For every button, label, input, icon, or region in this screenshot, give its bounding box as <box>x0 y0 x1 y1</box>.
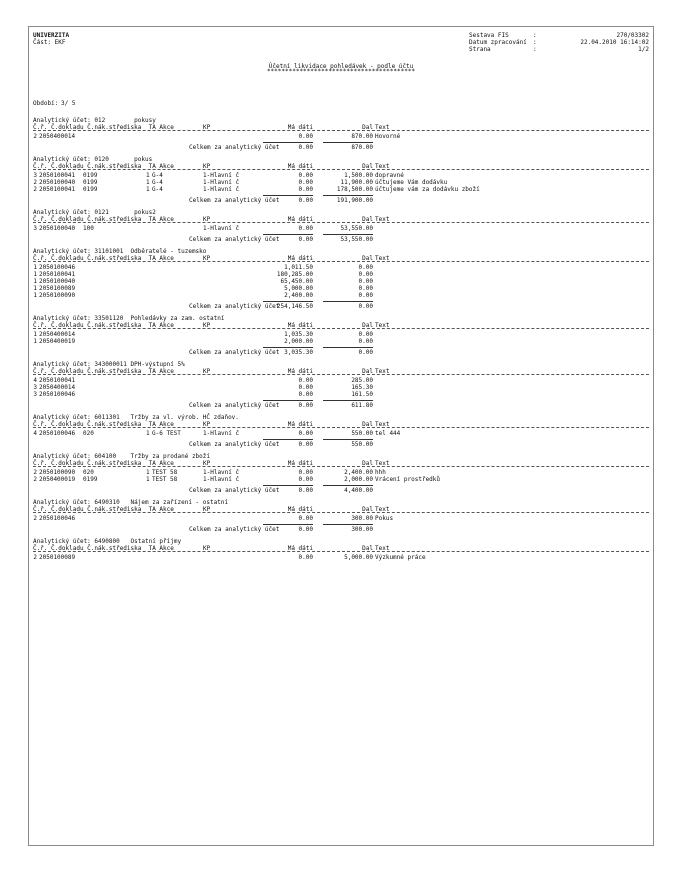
header-separator <box>33 427 649 428</box>
section-title: Analytický účet: 6011301 Tržby za vl. výrob. HČ zdaňov. <box>33 414 239 421</box>
total-rule-debit <box>263 400 313 401</box>
column-debit: Má dáti <box>287 506 313 513</box>
row-credit: 11,900.00 <box>340 179 373 186</box>
column-text: Text <box>375 216 390 223</box>
row-number: 2 <box>33 469 37 476</box>
report-title-underline: ***************************************** <box>266 68 416 75</box>
column-kp: KP <box>203 506 211 513</box>
column-text: Text <box>375 421 390 428</box>
row-ta: 1 <box>146 179 150 186</box>
section-title: Analytický účet: 0121 pokus2 <box>33 209 156 216</box>
column-credit: Dal <box>362 545 373 552</box>
column-header: Č.ř. Č.dokladu Č.nák.střediska TA Akce <box>33 506 174 513</box>
row-cost-center: 020 <box>83 430 94 437</box>
total-debit: 3,035.30 <box>284 349 313 356</box>
row-text: Výzkumné práce <box>375 554 426 561</box>
total-debit: 0.00 <box>298 441 313 448</box>
total-label: Celkem za analytický účet <box>189 526 280 533</box>
total-credit: 191,900.00 <box>336 197 373 204</box>
total-credit: 300.00 <box>351 526 373 533</box>
row-number: 1 <box>33 338 37 345</box>
row-credit: 53,550.00 <box>340 225 373 232</box>
row-credit: 5,000.00 <box>344 554 373 561</box>
row-credit: 870.00 <box>351 133 373 140</box>
column-kp: KP <box>203 163 211 170</box>
row-credit: 178,500.00 <box>336 186 373 193</box>
column-header: Č.ř. Č.dokladu Č.nák.střediska TA Akce <box>33 460 174 467</box>
row-cost-center: 020 <box>83 469 94 476</box>
row-debit: 0.00 <box>298 515 313 522</box>
row-kp: 1-Hlavní č <box>203 430 240 437</box>
column-kp: KP <box>203 460 211 467</box>
row-ta: 1 <box>146 430 150 437</box>
header-separator <box>33 466 649 467</box>
row-credit: 0.00 <box>358 264 373 271</box>
column-text: Text <box>375 163 390 170</box>
row-credit: 1,500.00 <box>344 172 373 179</box>
report-page <box>28 26 654 846</box>
row-document: 2050100040 <box>39 225 76 232</box>
total-label: Celkem za analytický účet <box>189 441 280 448</box>
column-header: Č.ř. Č.dokladu Č.nák.střediska TA Akce <box>33 124 174 131</box>
row-ta: 1 <box>146 186 150 193</box>
row-number: 1 <box>33 278 37 285</box>
row-text: dopravné <box>375 172 404 179</box>
row-credit: 2,000.00 <box>344 476 373 483</box>
total-credit: 870.00 <box>351 144 373 151</box>
total-debit: 0.00 <box>298 144 313 151</box>
row-document: 2050100041 <box>39 186 76 193</box>
row-document: 2050400014 <box>39 384 76 391</box>
row-number: 1 <box>33 292 37 299</box>
page-sep: : <box>533 46 537 53</box>
row-cost-center: 0199 <box>83 172 98 179</box>
row-action: G-6 TEST <box>152 430 181 437</box>
column-debit: Má dáti <box>287 124 313 131</box>
column-header: Č.ř. Č.dokladu Č.nák.střediska TA Akce <box>33 368 174 375</box>
row-debit: 65,450.00 <box>280 278 313 285</box>
report-label: Sestava FIS <box>469 32 509 39</box>
row-credit: 161.50 <box>351 391 373 398</box>
row-credit: 165.30 <box>351 384 373 391</box>
row-document: 2050100041 <box>39 172 76 179</box>
row-document: 2050100041 <box>39 377 76 384</box>
column-header: Č.ř. Č.dokladu Č.nák.střediska TA Akce <box>33 421 174 428</box>
row-number: 2 <box>33 515 37 522</box>
column-credit: Dal <box>362 216 373 223</box>
total-credit: 611.80 <box>351 402 373 409</box>
total-label: Celkem za analytický účet <box>189 197 280 204</box>
column-text: Text <box>375 322 390 329</box>
row-document: 2050100041 <box>39 271 76 278</box>
page-number: 1/2 <box>638 46 649 53</box>
total-credit: 0.00 <box>358 303 373 310</box>
row-number: 1 <box>33 331 37 338</box>
row-document: 2050400019 <box>39 476 76 483</box>
column-text: Text <box>375 460 390 467</box>
column-header: Č.ř. Č.dokladu Č.nák.střediska TA Akce <box>33 255 174 262</box>
column-header: Č.ř. Č.dokladu Č.nák.střediska TA Akce <box>33 322 174 329</box>
row-credit: 300.00 <box>351 515 373 522</box>
section-title: Analytický účet: 012 pokusy <box>33 117 156 124</box>
row-text: hhh <box>375 469 386 476</box>
row-document: 2050400014 <box>39 133 76 140</box>
section-title: Analytický účet: 31101001 Odběratelé - tuzemsko <box>33 248 207 255</box>
column-credit: Dal <box>362 368 373 375</box>
row-debit: 0.00 <box>298 476 313 483</box>
total-rule-credit <box>323 439 373 440</box>
period-label: Období: <box>33 100 59 107</box>
row-document: 2050100040 <box>39 278 76 285</box>
row-debit: 0.00 <box>298 133 313 140</box>
row-cost-center: 100 <box>83 225 94 232</box>
row-number: 2 <box>33 186 37 193</box>
row-text: Pokus <box>375 515 394 522</box>
row-debit: 2,400.00 <box>284 292 313 299</box>
row-number: 4 <box>33 377 37 384</box>
row-document: 2050100089 <box>39 554 76 561</box>
column-header: Č.ř. Č.dokladu Č.nák.střediska TA Akce <box>33 545 174 552</box>
total-label: Celkem za analytický účet <box>189 487 280 494</box>
row-debit: 0.00 <box>298 225 313 232</box>
row-document: 2050100046 <box>39 391 76 398</box>
header-separator <box>33 222 649 223</box>
column-credit: Dal <box>362 163 373 170</box>
row-debit: 0.00 <box>298 391 313 398</box>
column-credit: Dal <box>362 460 373 467</box>
column-debit: Má dáti <box>287 216 313 223</box>
row-ta: 1 <box>146 469 150 476</box>
column-debit: Má dáti <box>287 163 313 170</box>
header-separator <box>33 512 649 513</box>
column-debit: Má dáti <box>287 322 313 329</box>
column-debit: Má dáti <box>287 368 313 375</box>
total-debit: 254,146.50 <box>276 303 313 310</box>
column-kp: KP <box>203 216 211 223</box>
column-kp: KP <box>203 368 211 375</box>
row-document: 2050400014 <box>39 331 76 338</box>
row-debit: 0.00 <box>298 384 313 391</box>
row-kp: 1-Hlavní č <box>203 476 240 483</box>
column-credit: Dal <box>362 124 373 131</box>
row-number: 1 <box>33 285 37 292</box>
period-value: 3/ 5 <box>61 100 76 107</box>
header-separator <box>33 374 649 375</box>
row-kp: 1-Hlavní č <box>203 179 240 186</box>
row-document: 2050100090 <box>39 469 76 476</box>
row-text: účtujeme Vám dodávku <box>375 179 448 186</box>
row-document: 2050100089 <box>39 285 76 292</box>
column-header: Č.ř. Č.dokladu Č.nák.střediska TA Akce <box>33 163 174 170</box>
total-credit: 4,400.00 <box>344 487 373 494</box>
report-sep: : <box>533 32 537 39</box>
row-number: 3 <box>33 225 37 232</box>
section-title: Analytický účet: 6490310 Nájem za zařízení - ostatní <box>33 499 229 506</box>
org-name: UNIVERZITA <box>33 32 70 39</box>
row-cost-center: 0199 <box>83 476 98 483</box>
row-credit: 0.00 <box>358 285 373 292</box>
total-rule-credit <box>323 347 373 348</box>
column-kp: KP <box>203 255 211 262</box>
section-title: Analytický účet: 0120 pokus <box>33 156 153 163</box>
total-rule-credit <box>323 195 373 196</box>
row-document: 2050100090 <box>39 292 76 299</box>
total-rule-debit <box>263 142 313 143</box>
column-credit: Dal <box>362 255 373 262</box>
section-title: Analytický účet: 604100 Tržby za prodané zboží <box>33 453 211 460</box>
row-credit: 0.00 <box>358 278 373 285</box>
row-kp: 1-Hlavní č <box>203 469 240 476</box>
total-debit: 0.00 <box>298 236 313 243</box>
org-part: Část: EKF <box>33 39 66 46</box>
header-separator <box>33 328 649 329</box>
column-debit: Má dáti <box>287 255 313 262</box>
total-label: Celkem za analytický účet <box>189 144 280 151</box>
row-text: Hovorné <box>375 133 401 140</box>
column-text: Text <box>375 124 390 131</box>
row-number: 2 <box>33 476 37 483</box>
row-number: 3 <box>33 384 37 391</box>
total-rule-credit <box>323 485 373 486</box>
page-label: Strana <box>469 46 491 53</box>
row-cost-center: 0199 <box>83 179 98 186</box>
total-rule-credit <box>323 400 373 401</box>
row-debit: 0.00 <box>298 469 313 476</box>
row-number: 1 <box>33 271 37 278</box>
total-rule-debit <box>263 347 313 348</box>
row-text: účtujeme vám za dodávku zboží <box>375 186 480 193</box>
row-debit: 2,000.00 <box>284 338 313 345</box>
column-text: Text <box>375 255 390 262</box>
column-kp: KP <box>203 421 211 428</box>
column-credit: Dal <box>362 322 373 329</box>
row-ta: 1 <box>146 172 150 179</box>
section-title: Analytický účet: 33501120 Pohledávky za zam. ostatní <box>33 315 225 322</box>
processed-value: 22.04.2010 16:14:02 <box>580 39 649 46</box>
row-number: 2 <box>33 179 37 186</box>
row-debit: 0.00 <box>298 179 313 186</box>
row-number: 2 <box>33 133 37 140</box>
section-title: Analytický účet: 343000011 DPH-výstupní 5% <box>33 361 185 368</box>
row-ta: 1 <box>146 476 150 483</box>
row-debit: 0.00 <box>298 172 313 179</box>
total-label: Celkem za analytický účet <box>189 303 280 310</box>
row-number: 2 <box>33 554 37 561</box>
total-rule-credit <box>323 234 373 235</box>
total-rule-debit <box>263 301 313 302</box>
row-action: TEST 58 <box>152 476 178 483</box>
row-debit: 0.00 <box>298 430 313 437</box>
column-text: Text <box>375 368 390 375</box>
row-credit: 0.00 <box>358 331 373 338</box>
row-action: G-4 <box>152 179 163 186</box>
row-debit: 0.00 <box>298 377 313 384</box>
total-rule-debit <box>263 195 313 196</box>
row-credit: 0.00 <box>358 338 373 345</box>
total-rule-debit <box>263 439 313 440</box>
row-kp: 1-Hlavní č <box>203 186 240 193</box>
total-label: Celkem za analytický účet <box>189 236 280 243</box>
section-title: Analytický účet: 6490800 Ostatní příjmy <box>33 538 182 545</box>
row-text: Vrácení prostředků <box>375 476 441 483</box>
column-debit: Má dáti <box>287 460 313 467</box>
row-debit: 1,035.30 <box>284 331 313 338</box>
row-debit: 0.00 <box>298 554 313 561</box>
header-separator <box>33 169 649 170</box>
row-document: 2050100040 <box>39 179 76 186</box>
processed-sep: : <box>533 39 537 46</box>
total-credit: 53,550.00 <box>340 236 373 243</box>
row-document: 2050100046 <box>39 430 76 437</box>
total-rule-debit <box>263 485 313 486</box>
row-action: TEST 58 <box>152 469 178 476</box>
total-rule-credit <box>323 524 373 525</box>
column-text: Text <box>375 506 390 513</box>
row-action: G-4 <box>152 186 163 193</box>
row-credit: 2,400.00 <box>344 469 373 476</box>
row-document: 2050100046 <box>39 515 76 522</box>
header-separator <box>33 261 649 262</box>
total-rule-debit <box>263 234 313 235</box>
row-credit: 285.00 <box>351 377 373 384</box>
row-text: tel 444 <box>375 430 401 437</box>
row-debit: 180,285.00 <box>276 271 313 278</box>
report-title: Účetní likvidace pohledávek - podle účtu <box>268 63 414 70</box>
row-number: 1 <box>33 264 37 271</box>
processed-label: Datum zpracování <box>469 39 527 46</box>
row-kp: 1-Hlavní č <box>203 172 240 179</box>
row-document: 2050400019 <box>39 338 76 345</box>
column-kp: KP <box>203 322 211 329</box>
total-debit: 0.00 <box>298 402 313 409</box>
column-header: Č.ř. Č.dokladu Č.nák.střediska TA Akce <box>33 216 174 223</box>
total-debit: 0.00 <box>298 526 313 533</box>
row-document: 2050100046 <box>39 264 76 271</box>
total-rule-credit <box>323 142 373 143</box>
column-debit: Má dáti <box>287 421 313 428</box>
column-credit: Dal <box>362 421 373 428</box>
row-credit: 550.00 <box>351 430 373 437</box>
row-number: 3 <box>33 172 37 179</box>
header-separator <box>33 551 649 552</box>
report-value: 270/03302 <box>616 32 649 39</box>
total-label: Celkem za analytický účet <box>189 402 280 409</box>
total-debit: 0.00 <box>298 487 313 494</box>
row-action: G-4 <box>152 172 163 179</box>
total-label: Celkem za analytický účet <box>189 349 280 356</box>
row-cost-center: 0199 <box>83 186 98 193</box>
total-rule-debit <box>263 524 313 525</box>
total-debit: 0.00 <box>298 197 313 204</box>
column-credit: Dal <box>362 506 373 513</box>
row-credit: 0.00 <box>358 292 373 299</box>
total-credit: 0.00 <box>358 349 373 356</box>
row-number: 3 <box>33 391 37 398</box>
row-debit: 1,011.50 <box>284 264 313 271</box>
total-rule-credit <box>323 301 373 302</box>
row-debit: 0.00 <box>298 186 313 193</box>
column-text: Text <box>375 545 390 552</box>
row-credit: 0.00 <box>358 271 373 278</box>
row-debit: 5,000.00 <box>284 285 313 292</box>
column-kp: KP <box>203 124 211 131</box>
column-debit: Má dáti <box>287 545 313 552</box>
row-number: 4 <box>33 430 37 437</box>
column-kp: KP <box>203 545 211 552</box>
total-credit: 550.00 <box>351 441 373 448</box>
row-kp: 1-Hlavní č <box>203 225 240 232</box>
header-separator <box>33 130 649 131</box>
